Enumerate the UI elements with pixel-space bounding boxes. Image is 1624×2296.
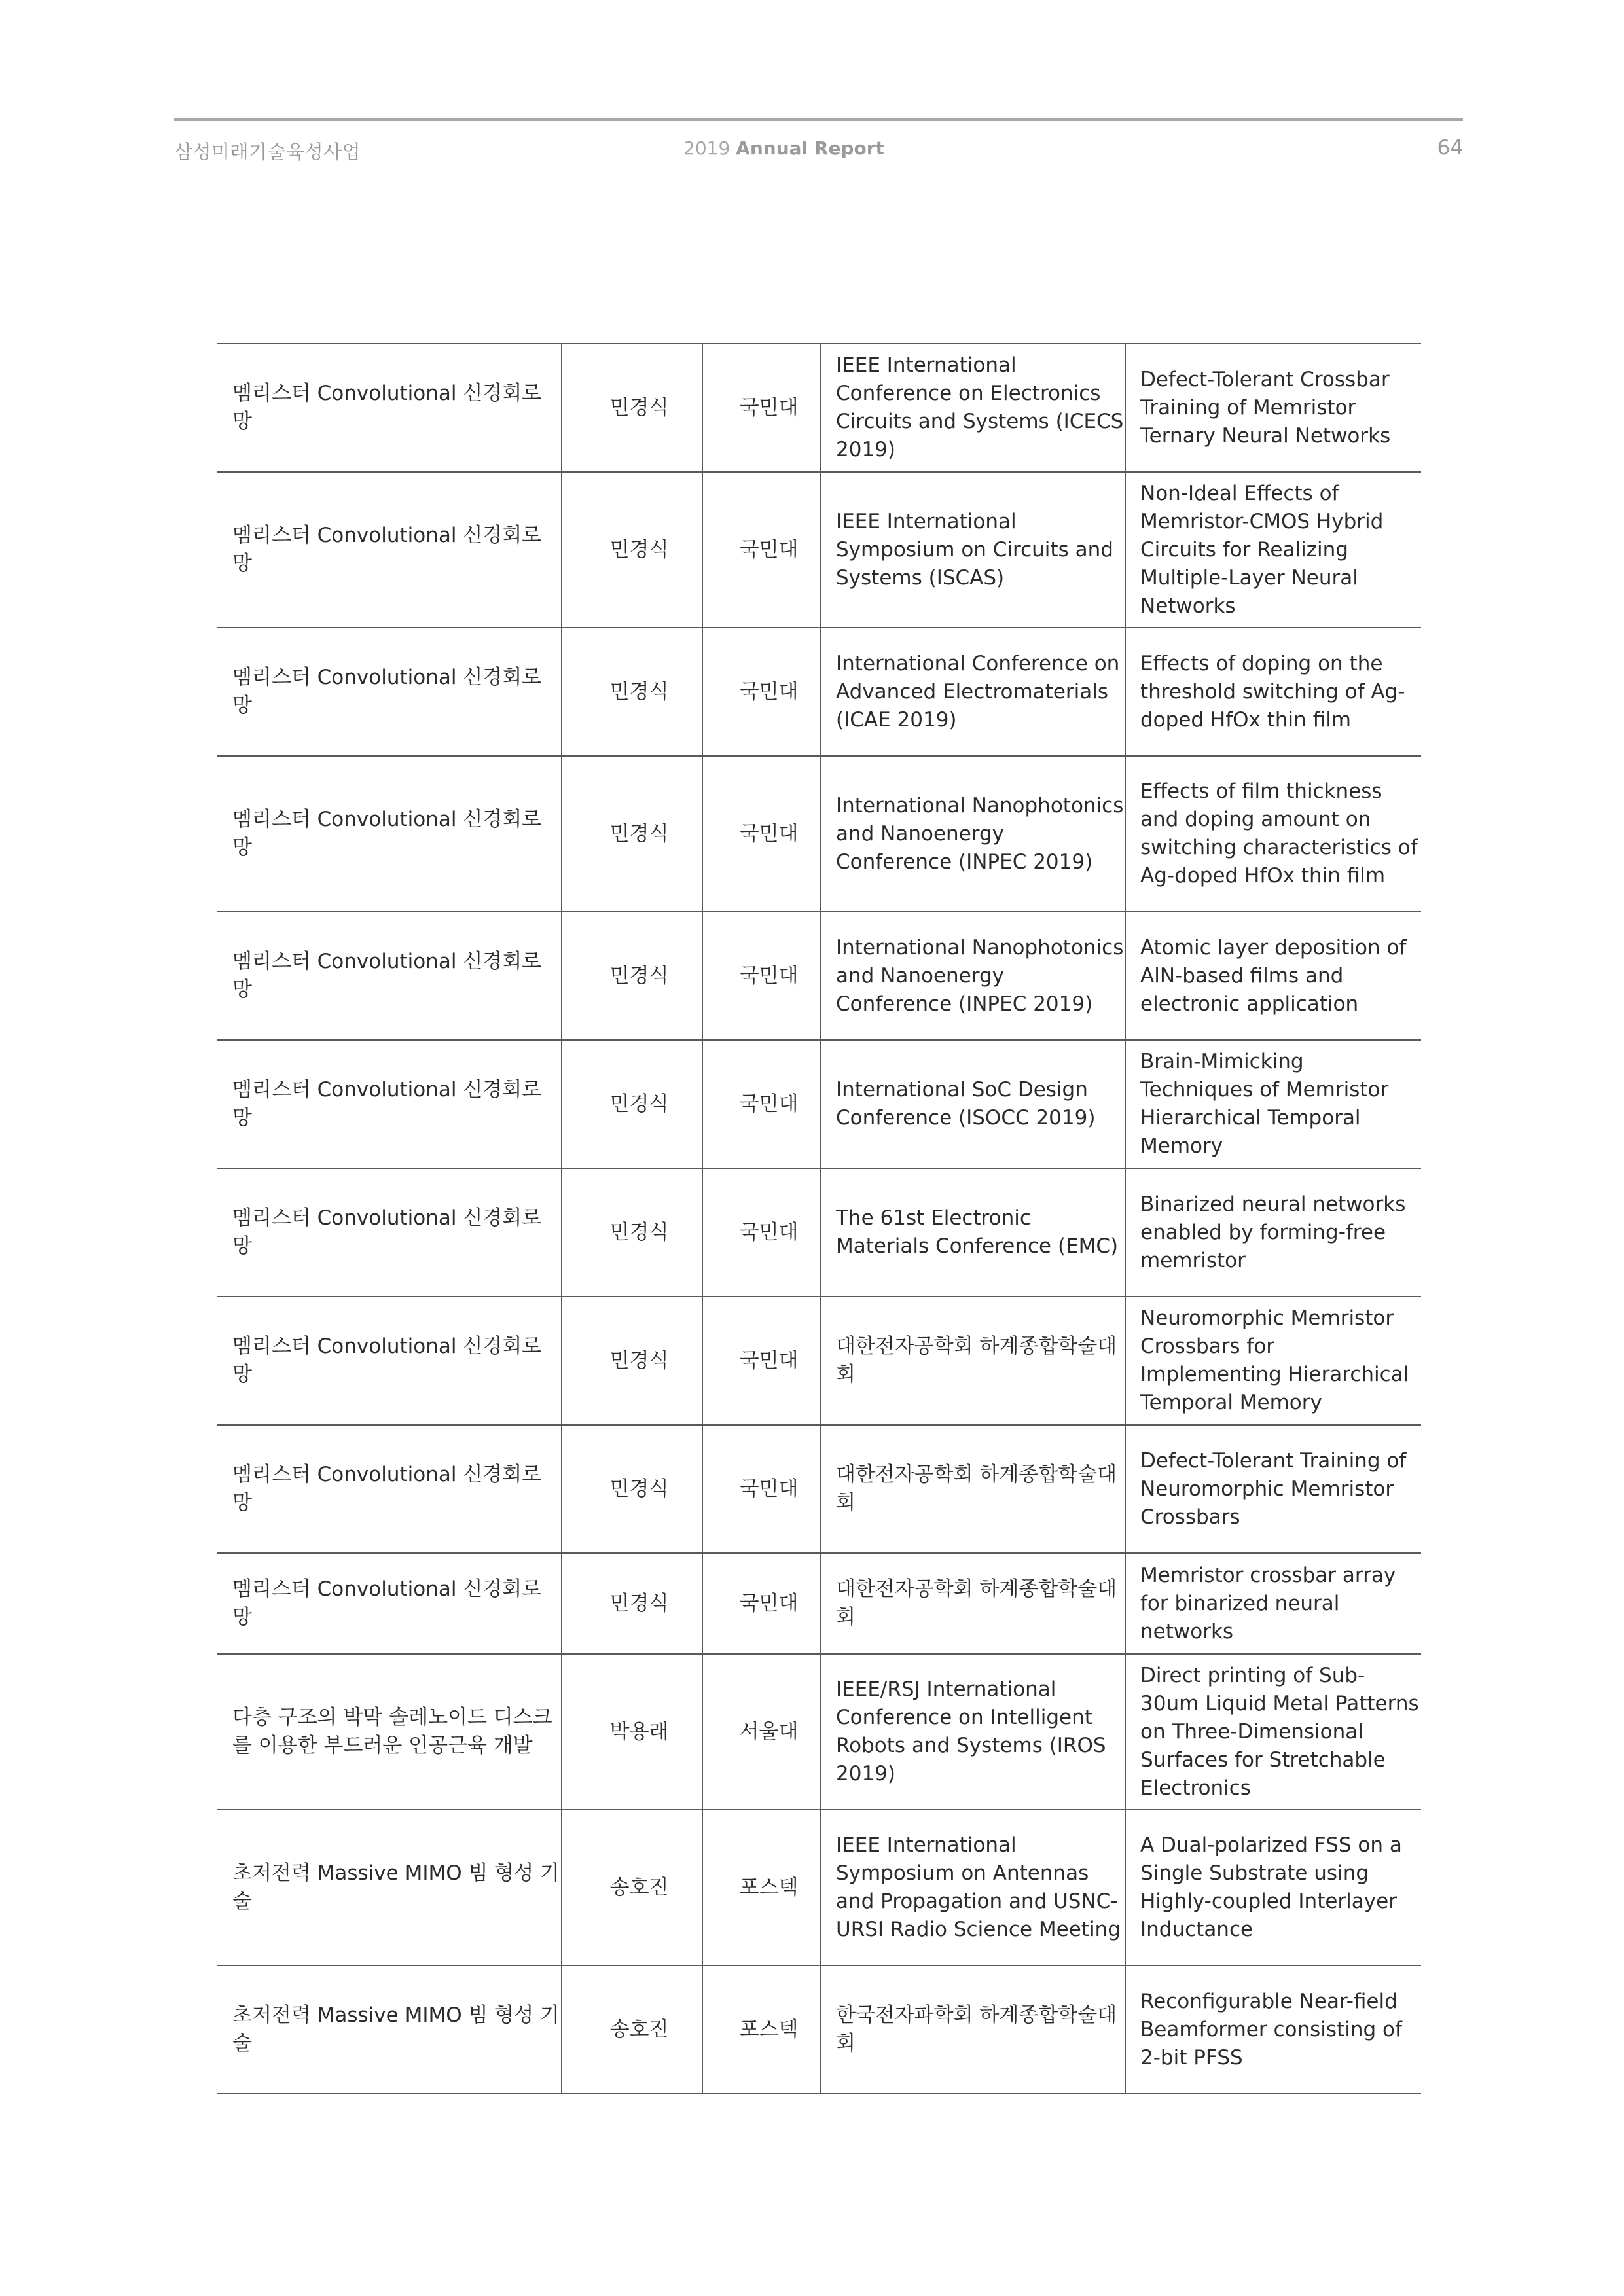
project-cell: 멤리스터 Convolutional 신경회로망 bbox=[217, 472, 562, 628]
paper-title-cell: Effects of film thickness and doping amount on switching characteristics of Ag-doped HfOx thin film bbox=[1125, 756, 1421, 912]
paper-title-cell: Defect-Tolerant Training of Neuromorphic Memristor Crossbars bbox=[1125, 1425, 1421, 1553]
table-row bbox=[217, 344, 1421, 472]
project-cell: 초저전력 Massive MIMO 빔 형성 기술 bbox=[217, 1810, 562, 1965]
project-cell: 멤리스터 Convolutional 신경회로망 bbox=[217, 1425, 562, 1553]
researcher-cell: 박용래 bbox=[562, 1654, 702, 1810]
university-cell: 국민대 bbox=[702, 912, 821, 1040]
publication-table bbox=[217, 343, 1421, 2094]
university-cell: 국민대 bbox=[702, 344, 821, 472]
university-cell: 국민대 bbox=[702, 1040, 821, 1168]
university-cell: 포스텍 bbox=[702, 1965, 821, 2094]
table-row bbox=[217, 1425, 1421, 1553]
paper-title-cell: Defect-Tolerant Crossbar Training of Memristor Ternary Neural Networks bbox=[1125, 344, 1421, 472]
paper-title-cell: Non-Ideal Effects of Memristor-CMOS Hybrid Circuits for Realizing Multiple-Layer Neural Networks bbox=[1125, 472, 1421, 628]
project-cell: 멤리스터 Convolutional 신경회로망 bbox=[217, 1297, 562, 1425]
university-cell: 포스텍 bbox=[702, 1810, 821, 1965]
conference-cell: 대한전자공학회 하계종합학술대회 bbox=[821, 1425, 1125, 1553]
researcher-cell: 민경식 bbox=[562, 344, 702, 472]
paper-title-cell: Atomic layer deposition of AlN-based films and electronic application bbox=[1125, 912, 1421, 1040]
paper-title-cell: A Dual-polarized FSS on a Single Substrate using Highly-coupled Interlayer Inductance bbox=[1125, 1810, 1421, 1965]
researcher-cell: 민경식 bbox=[562, 756, 702, 912]
project-cell: 초저전력 Massive MIMO 빔 형성 기술 bbox=[217, 1965, 562, 2094]
table-row bbox=[217, 912, 1421, 1040]
project-cell: 멤리스터 Convolutional 신경회로망 bbox=[217, 756, 562, 912]
table-row bbox=[217, 1810, 1421, 1965]
university-cell: 국민대 bbox=[702, 1168, 821, 1297]
researcher-cell: 민경식 bbox=[562, 1553, 702, 1654]
report-title bbox=[683, 137, 884, 159]
table-row bbox=[217, 1040, 1421, 1168]
conference-cell: 한국전자파학회 하계종합학술대회 bbox=[821, 1965, 1125, 2094]
conference-cell: IEEE International Symposium on Antennas and Propagation and USNC-URSI Radio Science Meeting bbox=[821, 1810, 1125, 1965]
table-row bbox=[217, 628, 1421, 756]
conference-cell: International Nanophotonics and Nanoenergy Conference (INPEC 2019) bbox=[821, 756, 1125, 912]
researcher-cell: 민경식 bbox=[562, 1040, 702, 1168]
conference-cell: IEEE International Symposium on Circuits and Systems (ISCAS) bbox=[821, 472, 1125, 628]
table-row bbox=[217, 1297, 1421, 1425]
header-rule bbox=[174, 118, 1463, 121]
program-name: 삼성미래기술육성사업 bbox=[174, 141, 361, 163]
paper-title-cell: Neuromorphic Memristor Crossbars for Implementing Hierarchical Temporal Memory bbox=[1125, 1297, 1421, 1425]
university-cell: 국민대 bbox=[702, 472, 821, 628]
page-number: 64 bbox=[1437, 136, 1463, 160]
table-row bbox=[217, 1168, 1421, 1297]
researcher-cell: 송호진 bbox=[562, 1965, 702, 2094]
conference-cell: 대한전자공학회 하계종합학술대회 bbox=[821, 1297, 1125, 1425]
report-name: Annual Report bbox=[736, 137, 884, 159]
university-cell: 국민대 bbox=[702, 1553, 821, 1654]
researcher-cell: 민경식 bbox=[562, 1168, 702, 1297]
paper-title-cell: Binarized neural networks enabled by forming-free memristor bbox=[1125, 1168, 1421, 1297]
project-cell: 멤리스터 Convolutional 신경회로망 bbox=[217, 628, 562, 756]
conference-cell: International Conference on Advanced Electromaterials (ICAE 2019) bbox=[821, 628, 1125, 756]
university-cell: 서울대 bbox=[702, 1654, 821, 1810]
conference-cell: The 61st Electronic Materials Conference (EMC) bbox=[821, 1168, 1125, 1297]
project-cell: 다층 구조의 박막 솔레노이드 디스크를 이용한 부드러운 인공근육 개발 bbox=[217, 1654, 562, 1810]
report-year: 2019 bbox=[683, 137, 731, 159]
conference-cell: IEEE/RSJ International Conference on Intelligent Robots and Systems (IROS 2019) bbox=[821, 1654, 1125, 1810]
table-row bbox=[217, 756, 1421, 912]
project-cell: 멤리스터 Convolutional 신경회로망 bbox=[217, 1168, 562, 1297]
researcher-cell: 송호진 bbox=[562, 1810, 702, 1965]
researcher-cell: 민경식 bbox=[562, 628, 702, 756]
table-row bbox=[217, 1553, 1421, 1654]
paper-title-cell: Reconfigurable Near-field Beamformer consisting of 2-bit PFSS bbox=[1125, 1965, 1421, 2094]
conference-cell: International Nanophotonics and Nanoenergy Conference (INPEC 2019) bbox=[821, 912, 1125, 1040]
conference-cell: 대한전자공학회 하계종합학술대회 bbox=[821, 1553, 1125, 1654]
conference-cell: IEEE International Conference on Electronics Circuits and Systems (ICECS 2019) bbox=[821, 344, 1125, 472]
researcher-cell: 민경식 bbox=[562, 1425, 702, 1553]
table-row bbox=[217, 472, 1421, 628]
table-row bbox=[217, 1965, 1421, 2094]
project-cell: 멤리스터 Convolutional 신경회로망 bbox=[217, 912, 562, 1040]
researcher-cell: 민경식 bbox=[562, 472, 702, 628]
project-cell: 멤리스터 Convolutional 신경회로망 bbox=[217, 1553, 562, 1654]
paper-title-cell: Memristor crossbar array for binarized neural networks bbox=[1125, 1553, 1421, 1654]
paper-title-cell: Effects of doping on the threshold switching of Ag-doped HfOx thin film bbox=[1125, 628, 1421, 756]
university-cell: 국민대 bbox=[702, 756, 821, 912]
university-cell: 국민대 bbox=[702, 1297, 821, 1425]
project-cell: 멤리스터 Convolutional 신경회로망 bbox=[217, 1040, 562, 1168]
researcher-cell: 민경식 bbox=[562, 1297, 702, 1425]
university-cell: 국민대 bbox=[702, 1425, 821, 1553]
table-row bbox=[217, 1654, 1421, 1810]
paper-title-cell: Brain-Mimicking Techniques of Memristor Hierarchical Temporal Memory bbox=[1125, 1040, 1421, 1168]
university-cell: 국민대 bbox=[702, 628, 821, 756]
conference-cell: International SoC Design Conference (ISOCC 2019) bbox=[821, 1040, 1125, 1168]
project-cell: 멤리스터 Convolutional 신경회로망 bbox=[217, 344, 562, 472]
paper-title-cell: Direct printing of Sub-30um Liquid Metal Patterns on Three-Dimensional Surfaces for Stretchable Electronics bbox=[1125, 1654, 1421, 1810]
researcher-cell: 민경식 bbox=[562, 912, 702, 1040]
